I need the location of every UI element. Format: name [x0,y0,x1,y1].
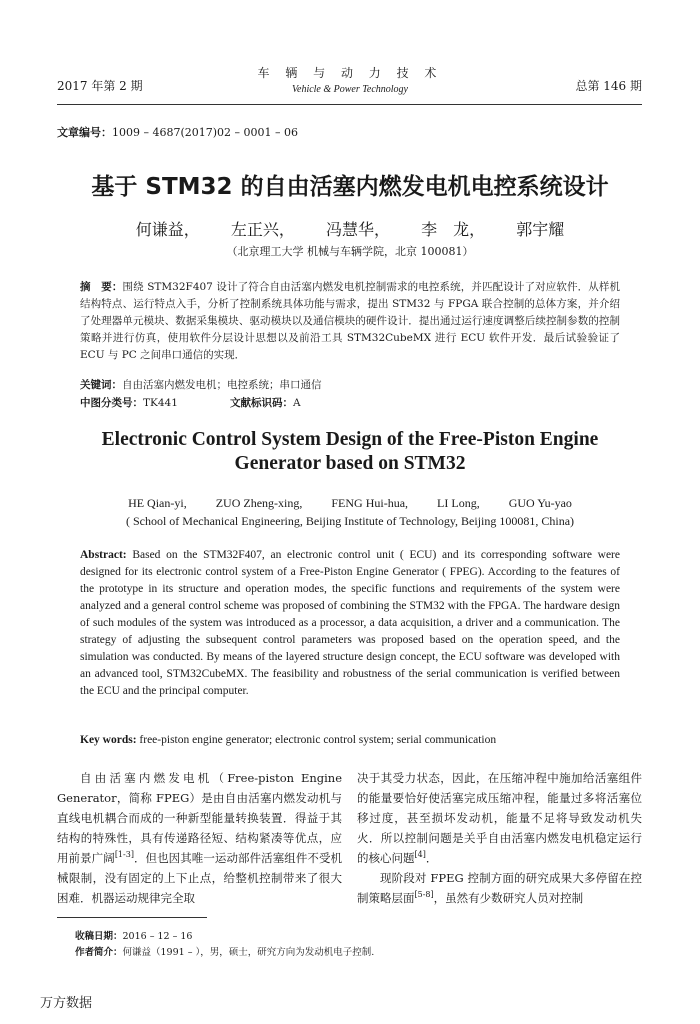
footnote-divider [57,917,207,918]
total-issue-label: 总第 146 期 [575,79,642,93]
keywords-en-label: Key words: [80,734,137,746]
article-number-label: 文章编号： [57,126,112,139]
body-right-tail-1: ． [425,851,438,865]
document-code [230,395,301,410]
issue-label: 2017 年第 2 期 [57,79,143,93]
classification-label: 中图分类号： [80,397,143,409]
affiliation-cn: （北京理工大学 机械与车辆学院，北京 100081） [226,245,474,258]
abstract-en [80,547,620,700]
author-bio-label: 作者简介： [75,947,123,958]
watermark: 万方数据 [40,996,93,1011]
author-en: LI Long, [437,496,480,510]
authors-en [0,496,700,511]
keywords-cn [80,377,322,392]
citation-ref: [5-8] [414,890,434,900]
citation-ref: [1-3] [114,850,134,860]
abstract-en-label: Abstract: [80,549,127,561]
body-column-right [357,768,642,908]
author-cn: 冯慧华， [325,220,390,239]
keywords-en [80,734,496,746]
affiliation-en: ( School of Mechanical Engineering, Beijing Institute of Technology, Beijing 100081, China) [125,514,575,528]
author-en: ZUO Zheng-xing, [215,496,303,510]
author-cn: 何谦益， [135,220,200,239]
title-en-line-2: Generator based on STM32 [234,453,466,474]
received-label: 收稿日期： [75,931,123,942]
abstract-en-text: Based on the STM32F407, an electronic control unit ( ECU) and its corresponding software were designed for its electronic control system of a Free-Piston Engine Generator ( FPEG). According to the features of the prototype in its structure and operation modes, the specific functions and requirements of the system were analyzed and a general control scheme was proposed of combining the STM32 with the FPGA. The hardware design of such modules of the system was introduced as a processor, a data acquisition, a driver and a communication. The strategy of adjusting the subsequent control parameters was proposed based on the operation speed, and the simulation was conducted. By means of the layered structure design concept, the ECU software was developed with an advanced tool, STM32CubeMX. The feasibility and robustness of the serial communication is verified between the ECU and the principal computer. [80,549,620,697]
body-right-para-1 [357,768,642,868]
author-cn: 郭宇耀 [516,220,565,239]
body-right-para-2 [357,868,642,908]
author-en: GUO Yu-yao [508,496,572,510]
article-number [57,124,298,140]
journal-name-en: Vehicle & Power Technology [292,84,408,95]
abstract-cn-label: 摘 要： [80,281,123,293]
article-number-value: 1009 – 4687(2017)02 – 0001 – 06 [112,126,299,139]
abstract-cn-text: 围绕 STM32F407 设计了符合自由活塞内燃发电机控制需求的电控系统，并匹配设计了对应软件．从样机结构特点、运行特点入手，分析了控制系统具体功能与需求，提出 STM32 与 FPGA 联合控制的总体方案，并介绍了处理器单元模块、数据采集模块、驱动模块以及通信模块的硬件设计．提出通过运行速度调整后续控制参数的控制策略并进行仿真，使用软件分层设计思想以及前沿工具 STM32CubeMX 进行 ECU 软件开发．最后试验验证了 ECU 与 PC 之间串口通信的实现． [80,281,621,361]
document-code-value: A [293,397,301,409]
abstract-cn [80,279,620,364]
author-bio-value: 何谦益（1991 – ），男，硕士，研究方向为发动机电子控制. [122,947,375,958]
citation-ref: [4] [414,850,426,860]
journal-name-cn: 车 辆 与 动 力 技 术 [257,66,443,80]
keywords-cn-text: 自由活塞内燃发电机；电控系统；串口通信 [122,379,322,391]
title-cn: 基于 STM32 的自由活塞内燃发电机电控系统设计 [91,174,609,200]
authors-cn [0,217,700,240]
header-divider [57,104,642,105]
body-column-left [57,768,342,908]
classification-value: TK441 [143,397,178,409]
document-code-label: 文献标识码： [230,397,293,409]
keywords-cn-label: 关键词： [80,379,122,391]
title-en [0,428,700,476]
body-left-tail: ．但也因其唯一运动部件活塞组件不受机械限制，没有固定的上下止点，给整机控制带来了很大困难．机器运动规律完全取 [57,851,343,905]
classification-number [80,395,178,410]
body-right-text-1: 决于其受力状态，因此，在压缩冲程中施加给活塞组件的能量要恰好使活塞完成压缩冲程，能量过多将活塞位移过度，甚至损坏发动机，能量不足将导致发动机失火．所以控制问题是关乎自由活塞内燃发电机稳定运行的核心问题 [357,771,642,865]
body-left-text: 自由活塞内燃发电机（Free-piston Engine Generator，简称 FPEG）是由自由活塞内燃发动机与直线电机耦合而成的一种新型能量转换装置．得益于其结构的特殊性，具有传递路径短、结构紧凑等优点，应用前景广阔 [57,771,342,865]
author-cn: 左正兴， [230,220,295,239]
body-right-text-2: 现阶段对 FPEG 控制方面的研究成果大多停留在控制策略层面 [357,871,642,905]
author-en: HE Qian-yi, [128,496,187,510]
author-en: FENG Hui-hua, [331,496,409,510]
footnote-author [75,944,374,958]
title-en-line-1: Electronic Control System Design of the Free-Piston Engine [101,429,599,450]
keywords-en-text: free-piston engine generator; electronic control system; serial communication [136,734,497,746]
footnote-received [75,928,192,942]
author-cn: 李 龙， [421,220,486,239]
received-value: 2016 – 12 – 16 [122,931,193,942]
body-right-tail-2: ，虽然有少数研究人员对控制 [433,891,584,905]
